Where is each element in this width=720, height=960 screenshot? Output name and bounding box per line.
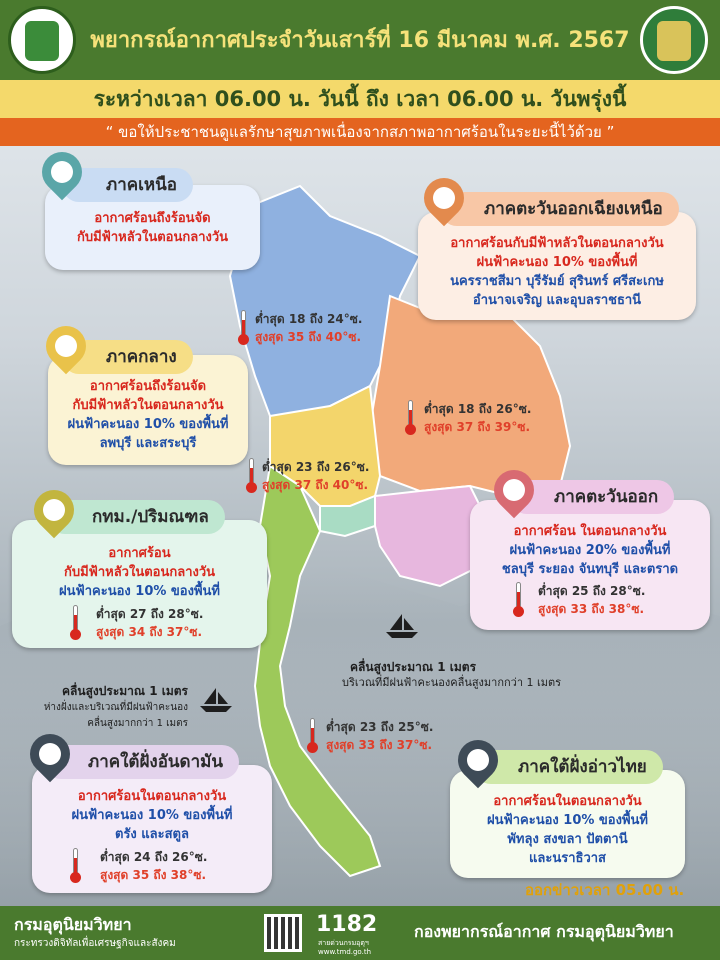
northeast-thermometer-icon bbox=[405, 400, 415, 434]
tag-northeast bbox=[440, 192, 679, 226]
east-title: ภาคตะวันออก bbox=[554, 487, 659, 507]
gulf-line-4: และนราธิวาส bbox=[529, 851, 606, 866]
gulf-title: ภาคใต้ฝั่งอ่าวไทย bbox=[518, 757, 647, 777]
hotline-number: 1182 bbox=[316, 912, 378, 937]
central-thermometer-icon bbox=[246, 458, 256, 492]
east-thermometer-icon bbox=[513, 582, 523, 616]
page-title: พยากรณ์อากาศประจำวันเสาร์ที่ 16 มีนาคม พ.ศ. 2567 bbox=[90, 28, 630, 53]
health-advisory: “ ขอให้ประชาชนดูแลรักษาสุขภาพเนื่องจากสภาพอากาศร้อนในระยะนี้ไว้ด้วย ” bbox=[0, 118, 720, 146]
central-high: สูงสุด 37 ถึง 40°ซ. bbox=[262, 478, 369, 492]
qr-code-icon bbox=[264, 914, 302, 952]
card-northeast bbox=[418, 212, 696, 320]
bangkok-low: ต่ำสุด 27 ถึง 28°ซ. bbox=[96, 607, 204, 621]
card-south-gulf bbox=[450, 770, 685, 878]
forecast-period: ระหว่างเวลา 06.00 น. วันนี้ ถึง เวลา 06.00 น. วันพรุ่งนี้ bbox=[0, 80, 720, 118]
ministry-logo bbox=[8, 6, 76, 74]
north-title: ภาคเหนือ bbox=[106, 175, 177, 195]
central-line-1: อากาศร้อนถึงร้อนจัด bbox=[89, 379, 207, 394]
northeast-title: ภาคตะวันออกเฉียงเหนือ bbox=[484, 199, 663, 219]
gulf-wave-title: คลื่นสูงประมาณ 1 เมตร bbox=[350, 660, 477, 674]
central-line-3: ฝนฟ้าคะนอง 10% ของพื้นที่ bbox=[67, 417, 229, 432]
issued-time: ออกข่าวเวลา 05.00 น. bbox=[525, 881, 685, 899]
bangkok-line-2: กับมีฟ้าหลัวในตอนกลางวัน bbox=[63, 565, 216, 580]
andaman-thermometer-icon bbox=[70, 848, 80, 882]
footer-org: กรมอุตุนิยมวิทยา bbox=[14, 915, 132, 934]
bangkok-thermometer-icon bbox=[70, 605, 80, 639]
northeast-temps bbox=[424, 400, 531, 436]
andaman-line-1: อากาศร้อนในตอนกลางวัน bbox=[77, 789, 227, 804]
bangkok-line-1: อากาศร้อน bbox=[108, 546, 171, 561]
tmd-logo bbox=[640, 6, 708, 74]
central-low: ต่ำสุด 23 ถึง 26°ซ. bbox=[262, 460, 370, 474]
east-high: สูงสุด 33 ถึง 38°ซ. bbox=[538, 602, 645, 616]
gulf-temps bbox=[326, 718, 433, 754]
tag-south-gulf bbox=[474, 750, 663, 784]
website-link[interactable]: www.tmd.go.th bbox=[318, 948, 371, 956]
bangkok-title: กทม./ปริมณฑล bbox=[92, 507, 209, 527]
northeast-high: สูงสุด 37 ถึง 39°ซ. bbox=[424, 420, 531, 434]
andaman-boat-icon bbox=[196, 686, 236, 714]
header-bar bbox=[0, 0, 720, 80]
andaman-line-3: ตรัง และสตูล bbox=[115, 827, 189, 842]
region-northeast bbox=[370, 296, 570, 496]
northeast-line-1: อากาศร้อนกับมีฟ้าหลัวในตอนกลางวัน bbox=[450, 236, 664, 251]
bangkok-high: สูงสุด 34 ถึง 37°ซ. bbox=[96, 625, 203, 639]
northeast-low: ต่ำสุด 18 ถึง 26°ซ. bbox=[424, 402, 532, 416]
gulf-line-2: ฝนฟ้าคะนอง 10% ของพื้นที่ bbox=[487, 813, 648, 828]
northeast-line-2: ฝนฟ้าคะนอง 10% ของพื้นที่ bbox=[476, 255, 638, 270]
hotline-caption: สายด่วนกรมอุตุฯ bbox=[318, 939, 369, 947]
gulf-boat-icon bbox=[382, 612, 422, 640]
north-low: ต่ำสุด 18 ถึง 24°ซ. bbox=[255, 312, 363, 326]
east-low: ต่ำสุด 25 ถึง 28°ซ. bbox=[538, 584, 646, 598]
bangkok-line-3: ฝนฟ้าคะนอง 10% ของพื้นที่ bbox=[59, 584, 220, 599]
footer-ministry: กระทรวงดิจิทัลเพื่อเศรษฐกิจและสังคม bbox=[14, 938, 176, 949]
east-temps bbox=[538, 582, 645, 618]
northeast-line-3: นครราชสีมา บุรีรัมย์ สุรินทร์ ศรีสะเกษ bbox=[450, 274, 664, 289]
andaman-wave-detail-1: ห่างฝั่งและบริเวณที่มีฝนฟ้าคะนอง bbox=[43, 702, 188, 713]
andaman-wave-info bbox=[28, 684, 188, 731]
andaman-wave-title: คลื่นสูงประมาณ 1 เมตร bbox=[61, 684, 188, 698]
gulf-line-3: พัทลุง สงขลา ปัตตานี bbox=[507, 832, 628, 847]
east-line-2: ฝนฟ้าคะนอง 20% ของพื้นที่ bbox=[509, 543, 671, 558]
tag-south-andaman bbox=[44, 745, 239, 779]
bangkok-temps bbox=[96, 605, 203, 641]
gulf-thermometer-icon bbox=[307, 718, 317, 752]
central-line-4: ลพบุรี และสระบุรี bbox=[99, 436, 197, 451]
tag-east bbox=[510, 480, 674, 514]
north-temps bbox=[255, 310, 362, 346]
north-line-1: อากาศร้อนถึงร้อนจัด bbox=[94, 211, 211, 226]
gulf-wave-info bbox=[342, 660, 562, 690]
footer-bar bbox=[0, 906, 720, 960]
north-thermometer-icon bbox=[238, 310, 248, 344]
gulf-line-1: อากาศร้อนในตอนกลางวัน bbox=[493, 794, 642, 809]
gulf-low: ต่ำสุด 23 ถึง 25°ซ. bbox=[326, 720, 434, 734]
andaman-title: ภาคใต้ฝั่งอันดามัน bbox=[88, 752, 223, 772]
east-line-1: อากาศร้อน ในตอนกลางวัน bbox=[513, 524, 667, 539]
tag-bangkok bbox=[48, 500, 225, 534]
andaman-line-2: ฝนฟ้าคะนอง 10% ของพื้นที่ bbox=[71, 808, 233, 823]
andaman-low: ต่ำสุด 24 ถึง 26°ซ. bbox=[100, 850, 208, 864]
hotline-label bbox=[318, 939, 371, 957]
east-line-3: ชลบุรี ระยอง จันทบุรี และตราด bbox=[501, 562, 679, 577]
footer-division: กองพยากรณ์อากาศ กรมอุตุนิยมวิทยา bbox=[414, 922, 674, 941]
north-high: สูงสุด 35 ถึง 40°ซ. bbox=[255, 330, 362, 344]
north-line-2: กับมีฟ้าหลัวในตอนกลางวัน bbox=[76, 230, 229, 245]
gulf-high: สูงสุด 33 ถึง 37°ซ. bbox=[326, 738, 433, 752]
andaman-temps bbox=[100, 848, 207, 884]
gulf-wave-detail: บริเวณที่มีฝนฟ้าคะนองคลื่นสูงมากกว่า 1 เมตร bbox=[342, 676, 562, 689]
northeast-line-4: อำนาจเจริญ และอุบลราชธานี bbox=[472, 293, 642, 308]
central-line-2: กับมีฟ้าหลัวในตอนกลางวัน bbox=[72, 398, 224, 413]
andaman-wave-detail-2: คลื่นสูงมากกว่า 1 เมตร bbox=[87, 718, 188, 729]
central-temps bbox=[262, 458, 369, 494]
andaman-high: สูงสุด 35 ถึง 38°ซ. bbox=[100, 868, 207, 882]
central-title: ภาคกลาง bbox=[106, 347, 177, 367]
